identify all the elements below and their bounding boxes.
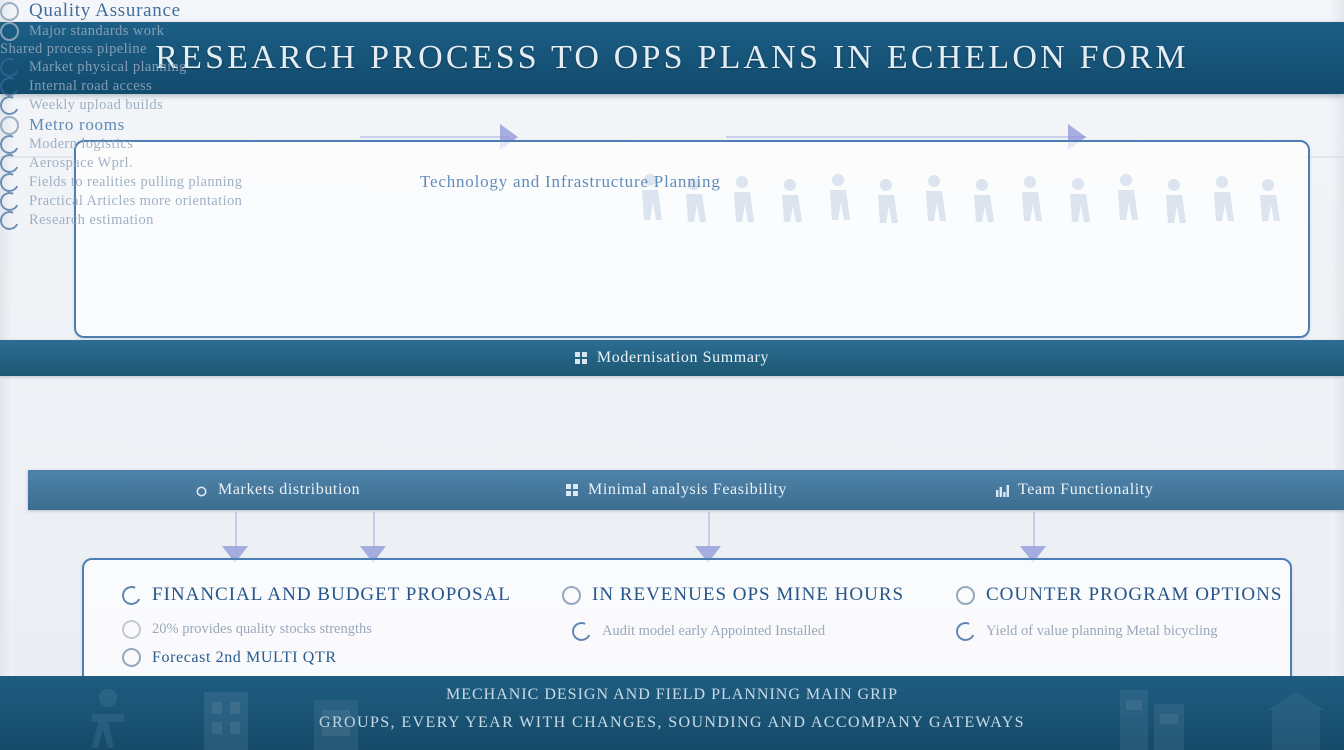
- circle-bullet-icon: [956, 586, 975, 605]
- top-column-3-line-2: [0, 154, 1344, 173]
- bottom-card-1-line-1: [122, 620, 372, 639]
- secondary-band-item-3-label: Team Functionality: [1018, 481, 1154, 498]
- secondary-band-item-1[interactable]: [196, 481, 360, 499]
- grid-icon: [566, 484, 579, 497]
- top-column-2-line-2-text: Weekly upload builds: [29, 97, 164, 113]
- c-bullet-icon: [119, 583, 143, 607]
- top-column-2-title: [0, 58, 1344, 77]
- arrow-stem-3: [708, 512, 710, 548]
- footer-line-1: MECHANIC DESIGN AND FIELD PLANNING MAIN GRIP: [446, 686, 898, 703]
- secondary-band-item-2-label: Minimal analysis Feasibility: [588, 481, 788, 498]
- top-column-3-line-1-text: Modern logistics: [29, 136, 134, 152]
- top-column-2-line-1-text: Internal road access: [29, 78, 153, 94]
- top-column-4-line-2: [0, 211, 1344, 230]
- circle-bullet-icon: [122, 620, 141, 639]
- top-column-1-line-1: [0, 22, 1344, 41]
- top-column-4-title: [0, 173, 1344, 192]
- top-column-3-line-2-text: Aerospace Wprl.: [29, 155, 133, 171]
- primary-summary-band[interactable]: [0, 340, 1344, 376]
- top-column-3-title: [0, 115, 1344, 135]
- arrow-stem-1: [235, 512, 237, 548]
- circle-bullet-icon: [0, 116, 19, 135]
- decor-silhouette-building-2: [308, 690, 364, 750]
- top-column-2-line-1: [0, 77, 1344, 96]
- decor-silhouette-left: [86, 680, 156, 750]
- bottom-card-2-line-1-text: Audit model early Appointed Installed: [602, 623, 826, 639]
- top-section-subheading: Technology and Infrastructure Planning: [420, 172, 721, 191]
- top-column-4-line-1-text: Practical Articles more orientation: [29, 193, 243, 209]
- grid-icon: [575, 352, 588, 365]
- top-column-1-title-text: Quality Assurance: [29, 0, 181, 21]
- arrow-stem-2: [373, 512, 375, 548]
- secondary-band-item-2[interactable]: [566, 481, 787, 499]
- dot-icon: [196, 484, 209, 497]
- secondary-band-item-1-label: Markets distribution: [218, 481, 361, 498]
- bottom-card-3-title: [956, 584, 1282, 606]
- top-column-1-line-2-text: Shared process pipeline: [0, 41, 147, 57]
- bottom-card-2-title: [562, 584, 904, 606]
- top-column-1-line-1-text: Major standards work: [29, 23, 165, 39]
- top-column-4-title-text: Fields to realities pulling planning: [29, 174, 243, 190]
- bottom-card-3-line-1: [956, 622, 1218, 641]
- decor-silhouette-building-1: [196, 676, 262, 750]
- circle-bullet-icon: [122, 648, 141, 667]
- circle-bullet-icon: [562, 586, 581, 605]
- primary-band-label: Modernisation Summary: [596, 349, 770, 366]
- bottom-card-3-line-1-text: Yield of value planning Metal bicycling: [986, 623, 1218, 639]
- bottom-card-1-strong-text: Forecast 2nd MULTI QTR: [152, 648, 337, 666]
- top-column-3-title-text: Metro rooms: [29, 115, 125, 134]
- circle-bullet-icon: [0, 22, 19, 41]
- top-column-2-title-text: Market physical planning: [29, 59, 187, 75]
- bottom-card-1-title: [122, 584, 511, 606]
- page-title: RESEARCH PROCESS TO OPS PLANS IN ECHELON FORM: [155, 39, 1189, 76]
- c-bullet-icon: [953, 619, 977, 643]
- secondary-band-item-3[interactable]: [996, 481, 1153, 499]
- primary-band-label-wrap: [575, 349, 769, 367]
- c-bullet-icon: [0, 208, 22, 232]
- circle-bullet-icon: [0, 2, 19, 21]
- top-column-1-line-2: [0, 41, 1344, 58]
- top-column-3-line-1: [0, 135, 1344, 154]
- decor-silhouette-right: [1266, 686, 1326, 750]
- arrow-stem-4: [1033, 512, 1035, 548]
- bottom-card-3-title-text: COUNTER PROGRAM OPTIONS: [986, 584, 1283, 605]
- bottom-card-1-line-1-text: 20% provides quality stocks strengths: [152, 621, 372, 637]
- chart-icon: [996, 484, 1009, 497]
- decor-silhouette-building-3: [1110, 676, 1194, 750]
- top-column-1-title: [0, 0, 1344, 22]
- bottom-card-2-line-1: [572, 622, 825, 641]
- c-bullet-icon: [569, 619, 593, 643]
- bottom-card-2-title-text: IN REVENUES OPS MINE HOURS: [592, 584, 905, 605]
- top-column-4-line-1: [0, 192, 1344, 211]
- bottom-card-1-strong: [122, 648, 337, 667]
- top-column-2-line-2: [0, 96, 1344, 115]
- top-column-4-line-2-text: Research estimation: [29, 212, 154, 228]
- bottom-card-1-title-text: FINANCIAL AND BUDGET PROPOSAL: [152, 584, 511, 605]
- footer-line-2: GROUPS, EVERY YEAR WITH CHANGES, SOUNDING AND ACCOMPANY GATEWAYS: [319, 714, 1025, 731]
